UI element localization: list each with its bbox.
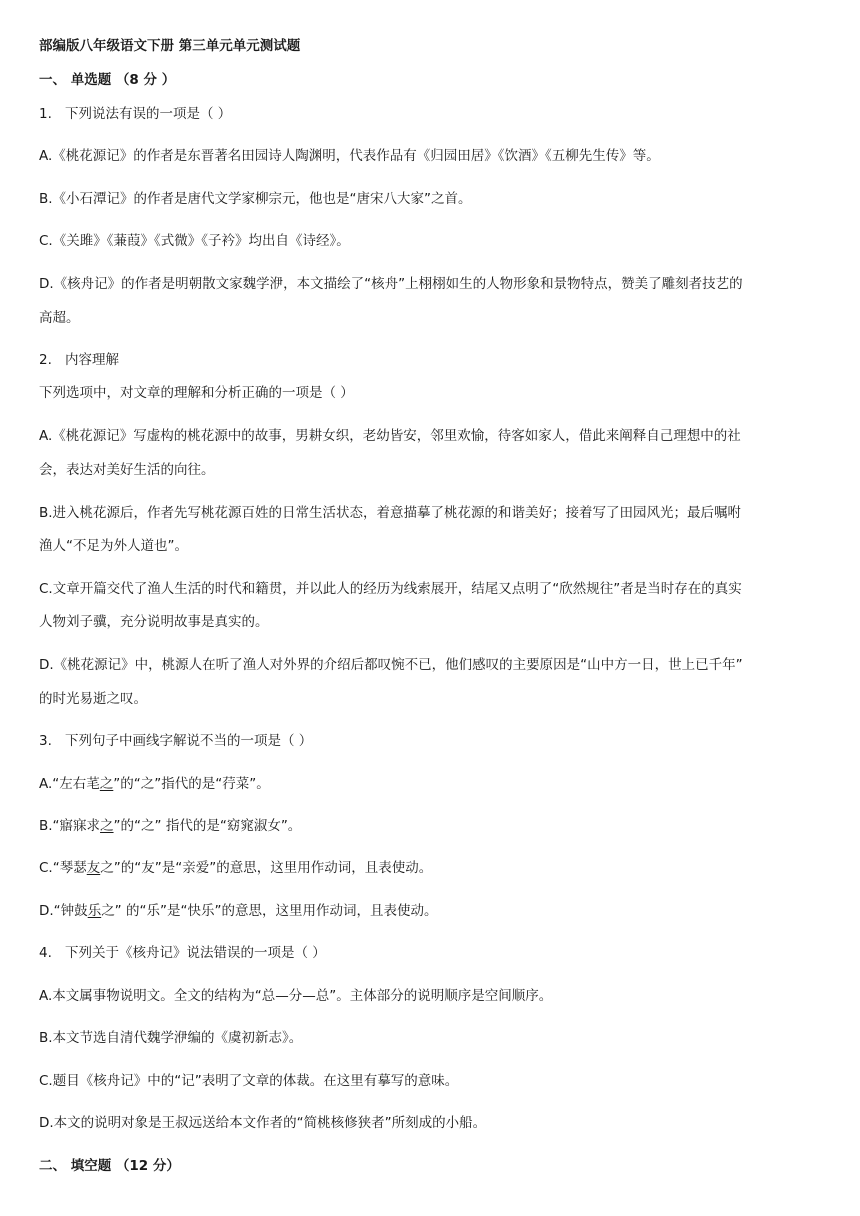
question-2-option-b-line1: B.进入桃花源后，作者先写桃花源百姓的日常生活状态，着意描摹了桃花源的和谐美好；接着写了田园风光；最后嘱咐 (39, 505, 742, 521)
question-2-option-a-line2: 会，表达对美好生活的向往。 (39, 462, 215, 478)
question-2-title: 2. 内容理解 (39, 352, 119, 368)
question-2-option-a-line1: A.《桃花源记》写虚构的桃花源中的故事，男耕女织，老幼皆安，邻里欢愉，待客如家人，借此来阐释自己理想中的社 (39, 428, 741, 444)
section-2-heading: 二、 填空题 （12 分） (39, 1158, 180, 1174)
question-2-option-c-line2: 人物刘子骥，充分说明故事是真实的。 (39, 614, 269, 630)
question-4-option-b: B.本文节选自清代魏学洢编的《虞初新志》。 (39, 1030, 303, 1046)
question-2-option-c-line1: C.文章开篇交代了渔人生活的时代和籍贯，并以此人的经历为线索展开，结尾又点明了“欣然规往”者是当时存在的真实 (39, 581, 742, 597)
question-3-number: 3. (39, 733, 52, 749)
underlined-character: 友 (86, 860, 101, 876)
question-3-option-b: B.“寤寐求之”的“之” 指代的是“窈窕淑女”。 (39, 818, 302, 834)
question-4-option-a: A.本文属事物说明文。全文的结构为“总—分—总”。主体部分的说明顺序是空间顺序。 (39, 988, 553, 1004)
question-1-option-b: B.《小石潭记》的作者是唐代文学家柳宗元，他也是“唐宋八大家”之首。 (39, 191, 472, 207)
question-4-number: 4. (39, 945, 52, 961)
underlined-character: 乐 (87, 903, 102, 919)
underlined-character: 之 (99, 776, 114, 792)
question-4-option-d: D.本文的说明对象是王叔远送给本文作者的“简桃核修狭者”所刻成的小船。 (39, 1115, 487, 1131)
question-2-option-d-line1: D.《桃花源记》中，桃源人在听了渔人对外界的介绍后都叹惋不已，他们感叹的主要原因是“山中方一日，世上已千年” (39, 657, 743, 673)
question-3-option-c: C.“琴瑟友之”的“友”是“亲爱”的意思，这里用作动词，且表使动。 (39, 860, 433, 876)
question-2-number: 2. (39, 352, 52, 368)
question-2-option-b-line2: 渔人“不足为外人道也”。 (39, 538, 188, 554)
question-3-option-a: A.“左右芼之”的“之”指代的是“荇菜”。 (39, 776, 270, 792)
question-1-option-c: C.《关雎》《蒹葭》《式微》《子衿》均出自《诗经》。 (39, 233, 350, 249)
question-1-stem: 1. 下列说法有误的一项是（ ） (39, 106, 232, 122)
question-1-option-a: A.《桃花源记》的作者是东晋著名田园诗人陶渊明，代表作品有《归园田居》《饮酒》《五柳先生传》等。 (39, 148, 660, 164)
question-1-option-d-line1: D.《核舟记》的作者是明朝散文家魏学洢，本文描绘了“核舟”上栩栩如生的人物形象和景物特点，赞美了雕刻者技艺的 (39, 276, 743, 292)
question-4-option-c: C.题目《核舟记》中的“记”表明了文章的体裁。在这里有摹写的意味。 (39, 1073, 459, 1089)
underlined-character: 之 (100, 818, 114, 834)
question-3-option-d: D.“钟鼓乐之” 的“乐”是“快乐”的意思，这里用作动词，且表使动。 (39, 903, 438, 919)
question-4-stem: 4. 下列关于《核舟记》说法错误的一项是（ ） (39, 945, 326, 961)
question-3-stem: 3. 下列句子中画线字解说不当的一项是（ ） (39, 733, 313, 749)
question-2-stem: 下列选项中，对文章的理解和分析正确的一项是（ ） (39, 385, 354, 401)
question-1-option-d-line2: 高超。 (39, 310, 80, 326)
question-2-option-d-line2: 的时光易逝之叹。 (39, 691, 147, 707)
question-1-number: 1. (39, 106, 52, 122)
doc-title: 部编版八年级语文下册 第三单元单元测试题 (39, 38, 301, 54)
section-1-heading: 一、 单选题 （8 分 ） (39, 72, 176, 88)
